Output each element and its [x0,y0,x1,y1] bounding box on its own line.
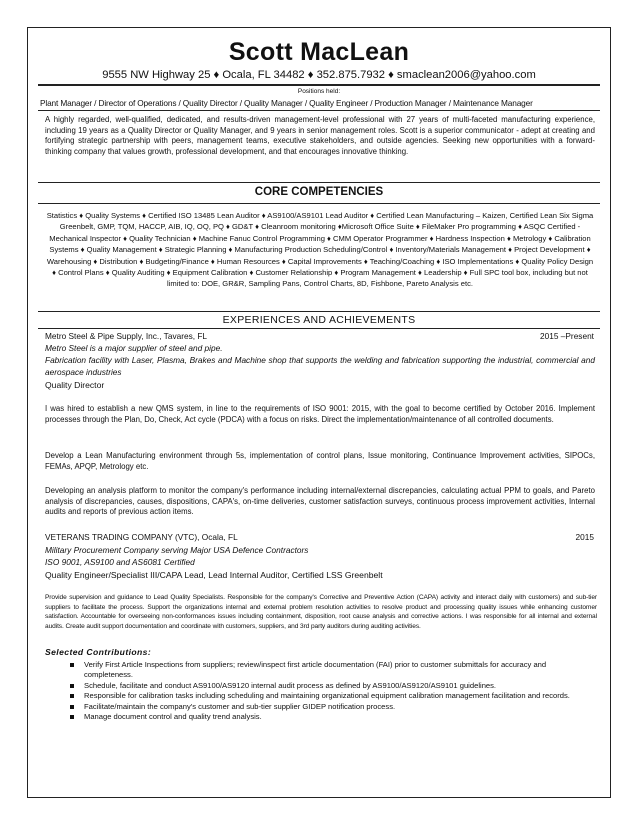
job1-paragraph-3: Developing an analysis platform to monitor the company's performance including internal/external discrepancies, calculating actual PPM to goals, and Pareto analysis of discrepancies, causes, dispositions, CAPA's, on-time deliveries, customer satisfaction surveys, continuous process improvement activities, Internal audits and reports of previous action items. [45,486,595,517]
competencies-bottom-rule [38,203,600,204]
competencies-list: Statistics ♦ Quality Systems ♦ Certified ISO 13485 Lean Auditor ♦ AS9100/AS9101 Lead Auditor ♦ Certified Lean Manufacturing – Kaizen, Certified Lean Six Sigma Greenbelt, GMP, TQM, HACCP, AIB, IQ, OQ, PQ ♦ GD&T ♦ Cleanroom monitoring ♦Microsoft Office Suite ♦ FileMaker Pro programming ♦ ASQC Certified - Mechanical Inspector ♦ Quality Technician ♦ Machine Fanuc Control Programming ♦ CMM Operator Programmer ♦ Hardness Inspection ♦ Metrology ♦ Calibration Systems ♦ Quality Management ♦ Strategic Planning ♦ Manufacturing Production Scheduling/Control ♦ Inventory/Materials Management ♦ Project Development ♦ Warehousing ♦ Distribution ♦ Budgeting/Finance ♦ Human Resources ♦ Capital Improvements ♦ Teaching/Coaching ♦ ISO Implementations ♦ Quality Policy Design ♦ Control Plans ♦ Quality Auditing ♦ Equipment Calibration ♦ Customer Relationship ♦ Program Management ♦ Leadership ♦ Full SPC tool box, including but not limited to: DOE, GR&R, Sampling Pans, Control Charts, 8D, Fishbone, Pareto Analysis etc. [46,211,594,289]
contact-line: 9555 NW Highway 25 ♦ Ocala, FL 34482 ♦ 352.875.7932 ♦ smaclean2006@yahoo.com [102,69,536,81]
job1-facility: Fabrication facility with Laser, Plasma, Brakes and Machine shop that supports the welding and fabrication supporting the industrial, commercial and aerospace industries [45,355,595,377]
job1-paragraph-2: Develop a Lean Manufacturing environment through 5s, implementation of control plans, Issue monitoring, Continuance Improvement activities, SIPOCs, FEMAs, APQP, Metrology etc. [45,451,595,471]
list-item: Responsible for calibration tasks including scheduling and maintaining organizational equipment calibration management facilitation and records. [70,691,595,701]
bullet-icon [70,705,74,709]
job2-dates: 2015 [575,532,594,542]
competencies-top-rule [38,182,600,183]
bullet-icon [70,715,74,719]
job2-company: VETERANS TRADING COMPANY (VTC), Ocala, FL [45,532,238,542]
positions-divider [38,110,600,111]
bullet-icon [70,694,74,698]
contributions-heading: Selected Contributions: [45,647,152,657]
list-item: Manage document control and quality trend analysis. [70,712,595,722]
experience-heading: EXPERIENCES AND ACHIEVEMENTS [222,314,416,326]
contributions-list [70,660,595,722]
summary-paragraph: A highly regarded, well-qualified, dedicated, and results-driven management-level professional with 27 years of multi-faceted manufacturing experience, including 19 years as a Quality Director or Quality Manager, and 9 years in senior management roles. Scott is a superior communicator - adept at creating and fortifying strategic partnership with peers, management teams, executive stakeholders, and outside agencies. Seeking new opportunities with a forward-thinking company that values growth, professional development, and that encourages innovative thinking. [45,115,595,157]
job2-paragraph: Provide supervision and guidance to Lead Quality Specialists. Responsible for the company's Corrective and Preventive Action (CAPA) activity and interact daily with customers) and sub-tier suppliers to facilitate the process. Support the organizations internal and external problem resolution activities to resolve product and processing quality issues while enhancing customer satisfaction. Accountable for overseeing non-conformances issues including containment, disposition, root cause analysis and corrective actions. I was responsible for all internal and external audits. Create audit support documentation and coordinate with customers, suppliers, and 3rd party auditors during auditing activities. [45,594,597,630]
job2-certifications: ISO 9001, AS9100 and AS6081 Certified [45,557,195,567]
job1-role: Quality Director [45,380,105,390]
job1-company: Metro Steel & Pipe Supply, Inc., Tavares, FL [45,331,208,341]
list-item: Schedule, facilitate and conduct AS9100/AS9120 internal audit process as defined by AS9100/AS9120/AS9101 guidelines. [70,681,595,691]
bullet-icon [70,684,74,688]
competencies-heading: CORE COMPETENCIES [254,186,384,198]
job2-role: Quality Engineer/Specialist III/CAPA Lead, Lead Internal Auditor, Certified LSS Greenbelt [45,570,383,580]
bullet-icon [70,663,74,667]
experience-bottom-rule [38,328,600,329]
job1-paragraph-1: I was hired to establish a new QMS system, in line to the requirements of ISO 9001: 2015, with the goal to become certified by October 2016. Implement processes through the Plan, Do, Check, Act cycle (PDCA) with a focus on risks. Direct the implementation/maintenance of all controlled documents. [45,404,595,424]
list-item: Facilitate/maintain the company's customer and sub-tier supplier GIDEP notification process. [70,702,595,712]
job1-description: Metro Steel is a major supplier of steel and pipe. [45,343,223,353]
positions-held-label: Positions held: [297,88,341,95]
experience-top-rule [38,311,600,312]
list-item: Verify First Article Inspections from suppliers; review/inspect first article documentation (FAI) prior to customer submittals for accuracy and completeness. [70,660,595,681]
header-divider [38,84,600,86]
candidate-name: Scott MacLean [228,38,410,66]
positions-list: Plant Manager / Director of Operations / Quality Director / Quality Manager / Quality Engineer / Production Manager / Maintenance Manager [40,98,533,108]
job1-dates: 2015 –Present [540,331,594,341]
job2-description: Military Procurement Company serving Major USA Defence Contractors [45,545,309,555]
